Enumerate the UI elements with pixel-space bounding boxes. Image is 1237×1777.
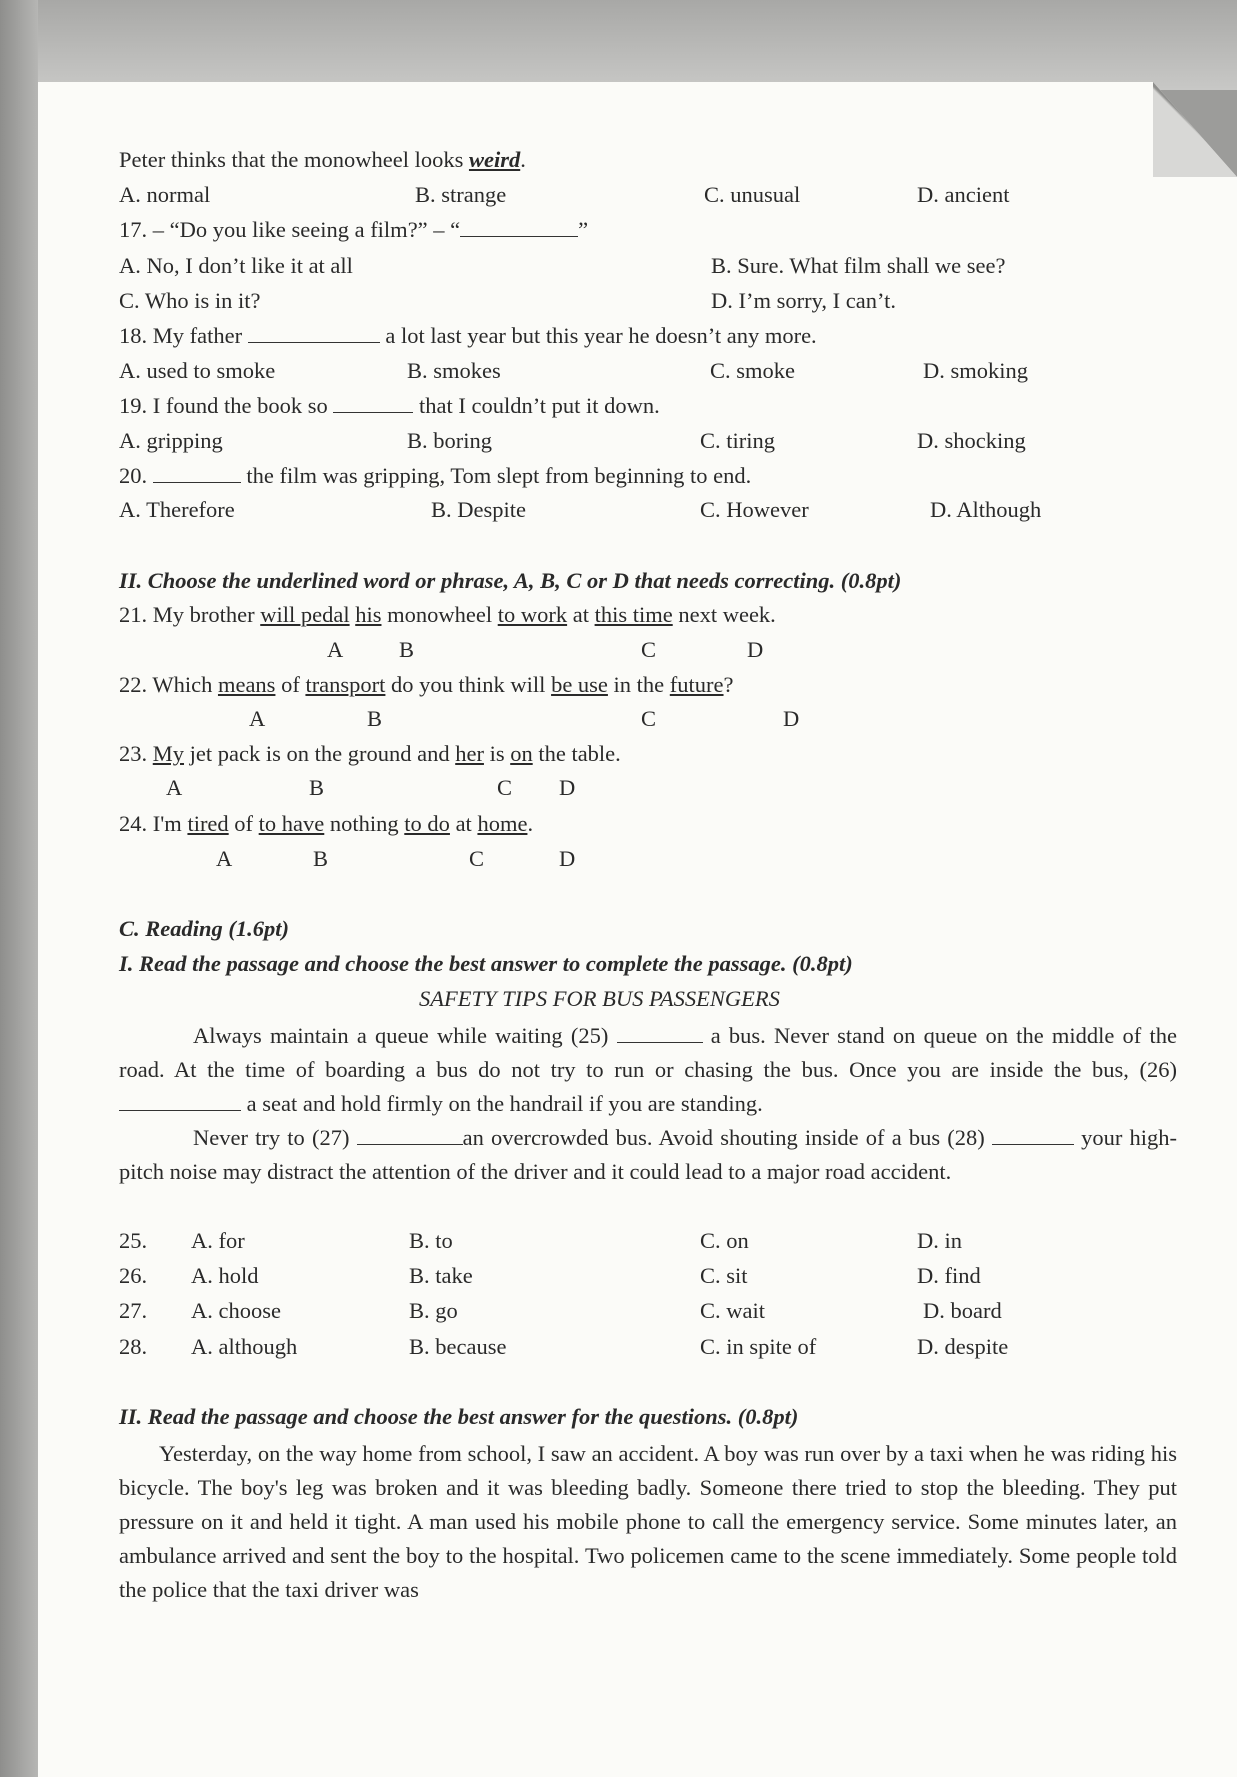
q27-b: B. go (409, 1298, 458, 1323)
q28-b: B. because (409, 1334, 507, 1359)
q24-letter-d: D (559, 846, 576, 871)
option-19-c: C. tiring (700, 428, 776, 453)
option-17-c: C. Who is in it? (119, 288, 261, 313)
question-18-stem: 18. My father a lot last year but this year he doesn’t any more. (119, 323, 817, 348)
q22-letter-b: B (367, 706, 383, 731)
option-20-d: D. Although (930, 497, 1042, 522)
option-16-c: C. unusual (704, 182, 801, 207)
option-18-c: C. smoke (710, 358, 796, 383)
q26-num: 26. (119, 1263, 148, 1288)
q24-letter-b: B (313, 846, 329, 871)
q22-letter-c: C (641, 706, 657, 731)
q24-letter-a: A (216, 846, 233, 871)
option-18-b: B. smokes (407, 358, 501, 383)
q23-letter-c: C (497, 775, 513, 800)
section-2-heading: II. Choose the underlined word or phrase, A, B, C or D that needs correcting. (0.8pt) (119, 568, 902, 593)
option-17-b: B. Sure. What film shall we see? (711, 253, 1006, 278)
option-16-d: D. ancient (917, 182, 1010, 207)
q25-c: C. on (700, 1228, 749, 1253)
passage-2-paragraph: Yesterday, on the way home from school, I saw an accident. A boy was run over by a taxi when he was riding his bicycle. The boy's leg was broken and it was bleeding badly. Someone there tried to stop the bleeding. They put pressure on it and held it tight. A man used his mobile phone to call the emergency service. Some minutes later, an ambulance arrived and sent the boy to the hospital. Two policemen came to the scene immediately. Some people told the police that the taxi driver was (119, 1441, 1177, 1602)
q26-a: A. hold (191, 1263, 259, 1288)
q24-letter-c: C (469, 846, 485, 871)
q22-letter-d: D (783, 706, 800, 731)
question-23-sentence: 23. My jet pack is on the ground and her is on the table. (119, 741, 621, 766)
q21-letter-a: A (327, 637, 344, 662)
q28-a: A. although (191, 1334, 298, 1359)
option-18-a: A. used to smoke (119, 358, 276, 383)
option-19-d: D. shocking (917, 428, 1026, 453)
option-20-c: C. However (700, 497, 809, 522)
option-16-a: A. normal (119, 182, 211, 207)
q27-c: C. wait (700, 1298, 765, 1323)
option-18-d: D. smoking (923, 358, 1029, 383)
q28-d: D. despite (917, 1334, 1009, 1359)
q28-num: 28. (119, 1334, 148, 1359)
q25-a: A. for (191, 1228, 245, 1253)
question-16-stem: Peter thinks that the monowheel looks weird. (119, 147, 526, 172)
question-20-stem: 20. the film was gripping, Tom slept from beginning to end. (119, 463, 752, 488)
reading-heading: C. Reading (1.6pt) (119, 916, 290, 941)
question-17-stem: 17. – “Do you like seeing a film?” – “ ” (119, 217, 589, 242)
option-19-b: B. boring (407, 428, 493, 453)
q26-c: C. sit (700, 1263, 748, 1288)
q22-letter-a: A (249, 706, 266, 731)
question-22-sentence: 22. Which means of transport do you think will be use in the future? (119, 672, 734, 697)
option-17-a: A. No, I don’t like it at all (119, 253, 353, 278)
question-24-sentence: 24. I'm tired of to have nothing to do at home. (119, 811, 534, 836)
passage-paragraph-1: Always maintain a queue while waiting (25) a bus. Never stand on queue on the middle of the road. At the time of boarding a bus do not try to run or chasing the bus. Once you are inside the bus, (26) a seat and hold firmly on the handrail if you are standing. (119, 1023, 1177, 1116)
option-20-b: B. Despite (431, 497, 526, 522)
q25-b: B. to (409, 1228, 453, 1253)
passage-1-body (119, 1019, 1177, 1189)
q23-letter-b: B (309, 775, 325, 800)
q23-letter-d: D (559, 775, 576, 800)
q21-letter-b: B (399, 637, 415, 662)
q26-b: B. take (409, 1263, 473, 1288)
q26-d: D. find (917, 1263, 981, 1288)
q21-letter-c: C (641, 637, 657, 662)
q23-letter-a: A (166, 775, 183, 800)
option-17-d: D. I’m sorry, I can’t. (711, 288, 896, 313)
q27-d: D. board (923, 1298, 1002, 1323)
passage-paragraph-2: Never try to (27) an overcrowded bus. Avoid shouting inside of a bus (28) your high-pitch noise may distract the attention of the driver and it could lead to a major road accident. (119, 1125, 1177, 1184)
q21-letter-d: D (747, 637, 764, 662)
q25-d: D. in (917, 1228, 962, 1253)
question-21-sentence: 21. My brother will pedal his monowheel to work at this time next week. (119, 602, 776, 627)
q27-a: A. choose (191, 1298, 281, 1323)
option-20-a: A. Therefore (119, 497, 235, 522)
option-19-a: A. gripping (119, 428, 223, 453)
passage-title: SAFETY TIPS FOR BUS PASSENGERS (419, 986, 780, 1011)
reading-part2-heading: II. Read the passage and choose the best answer for the questions. (0.8pt) (119, 1404, 799, 1429)
q28-c: C. in spite of (700, 1334, 817, 1359)
q27-num: 27. (119, 1298, 148, 1323)
reading-part1-heading: I. Read the passage and choose the best answer to complete the passage. (0.8pt) (119, 951, 853, 976)
option-16-b: B. strange (415, 182, 507, 207)
question-19-stem: 19. I found the book so that I couldn’t put it down. (119, 393, 660, 418)
q25-num: 25. (119, 1228, 148, 1253)
passage-2-body (119, 1437, 1177, 1607)
